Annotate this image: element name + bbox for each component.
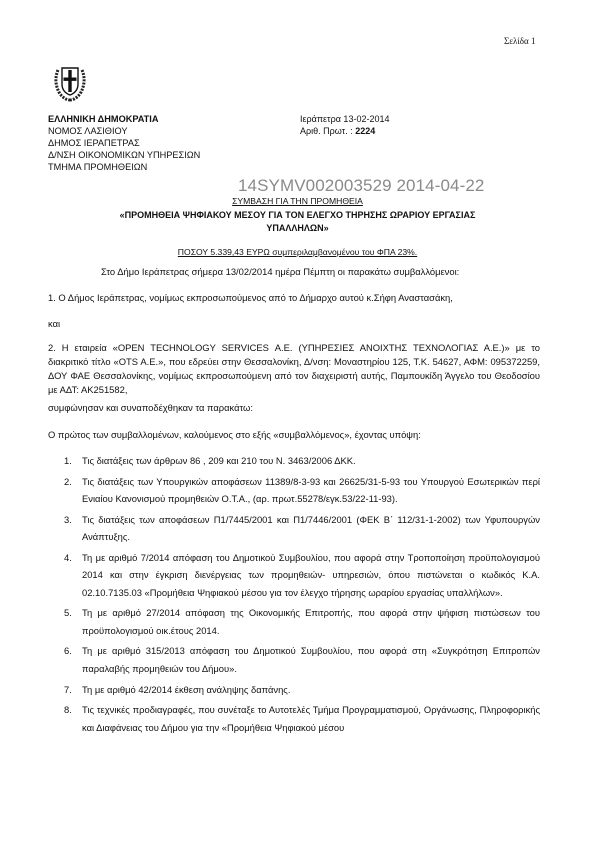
list-item-text: Τη με αριθμό 27/2014 απόφαση της Οικονομικής Επιτροπής, που αφορά στην ψήφιση πιστώσεων του προϋπολογισμού οικ.έτους 2014.: [82, 607, 540, 636]
protocol-number: 2224: [355, 126, 376, 136]
list-item-number: 7.: [64, 683, 72, 695]
list-item: [48, 473, 540, 508]
list-item-text: Τις διατάξεις των Υπουργικών αποφάσεων 11389/8-3-93 και 26625/31-5-93 του Υπουργού Εσωτερικών περί Ενιαίου Κανονισμού προμηθειών Ο.Τ.Α., (αρ. πρωτ.55278/εγκ.53/22-11-93).: [82, 475, 540, 505]
list-item-number: 2.: [64, 475, 72, 487]
contract-subject: [100, 209, 495, 235]
party-one: 1. Ο Δήμος Ιεράπετρας, νομίμως εκπροσωπούμενος από το Δήμαρχο αυτού κ.Σήφη Αναστασάκη,: [48, 292, 453, 303]
considerations-list: [48, 452, 540, 739]
list-item: [48, 604, 540, 639]
list-item-number: 3.: [64, 513, 72, 525]
contract-subject-text: «ΠΡΟΜΗΘΕΙΑ ΨΗΦΙΑΚΟΥ ΜΕΣΟΥ ΓΙΑ ΤΟΝ ΕΛΕΓΧΟ ΤΗΡΗΣΗΣ ΩΡΑΡΙΟΥ ΕΡΓΑΣΙΑΣ ΥΠΑΛΛΗΛΩΝ»: [119, 210, 476, 233]
list-item: [48, 701, 540, 736]
list-item-text: Τις τεχνικές προδιαγραφές, που συνέταξε το Αυτοτελές Τμήμα Προγραμματισμού, Οργάνωσης, Πληροφορικής και Διαφάνειας του Δήμου για την «Προμήθεια Ψηφιακού μέσου: [82, 704, 540, 733]
issuer-prefecture: ΝΟΜΟΣ ΛΑΣΙΘΙΟΥ: [48, 126, 128, 136]
issuer-country: ΕΛΛΗΝΙΚΗ ΔΗΜΟΚΡΑΤΙΑ: [48, 114, 159, 124]
list-item-number: 5.: [64, 607, 72, 619]
list-item-text: Τις διατάξεις των άρθρων 86 , 209 και 210 του Ν. 3463/2006 ΔΚΚ.: [82, 455, 356, 466]
greek-coat-of-arms-icon: [52, 60, 88, 102]
issuer-block: [48, 113, 200, 173]
list-item: [48, 642, 540, 677]
list-item-number: 6.: [64, 645, 72, 657]
list-item-number: 8.: [64, 704, 72, 716]
list-item-text: Τη με αριθμό 315/2013 απόφαση του Δημοτικού Συμβουλίου, που αφορά στη «Συγκρότηση Επιτροπών παραλαβής προμηθειών του Δήμου».: [82, 645, 540, 674]
list-item-text: Τις διατάξεις των αποφάσεων Π1/7445/2001 και Π1/7446/2001 (ΦΕΚ Β΄ 112/31-1-2002) των Υφυπουργών Ανάπτυξης.: [82, 513, 540, 543]
list-item-text: Τη με αριθμό 42/2014 έκθεση ανάληψης δαπάνης.: [82, 683, 291, 695]
party-two: 2. Η εταιρεία «OPEN TECHNOLOGY SERVICES Α.Ε. (ΥΠΗΡΕΣΙΕΣ ΑΝΟΙΧΤΗΣ ΤΕΧΝΟΛΟΓΙΑΣ Α.Ε.)» με το διακριτικό τίτλο «OTS A.E.», που εδρεύει στην Θεσσαλονίκη, Δ/νση: Μοναστηρίου 125, Τ.Κ. 54627, ΑΦΜ: 095372259, ΔΟΥ ΦΑΕ Θεσσαλονίκης, νομίμως εκπροσωπούμενη από τον διαχειριστή αυτής, Παμπουκίδη Άγγελο του Θεοδοσίου με ΑΔΤ: ΑΚ251582,: [48, 342, 540, 395]
and-word: και: [48, 318, 61, 329]
list-item: [48, 549, 540, 601]
issuer-department: ΤΜΗΜΑ ΠΡΟΜΗΘΕΙΩΝ: [48, 162, 148, 172]
issuer-directorate: Δ/ΝΣΗ ΟΙΚΟΝΟΜΙΚΩΝ ΥΠΗΡΕΣΙΩΝ: [48, 150, 201, 160]
contract-title: ΣΥΜΒΑΣΗ ΓΙΑ ΤΗΝ ΠΡΟΜΗΘΕΙΑ: [232, 196, 363, 206]
protocol-line: [300, 125, 389, 137]
list-item: [48, 511, 540, 546]
document-date: Ιεράπετρα 13-02-2014: [300, 114, 390, 124]
list-item: [48, 452, 540, 469]
page-number: Σελίδα 1: [504, 36, 536, 46]
intro-paragraph: Στο Δήμο Ιεράπετρας σήμερα 13/02/2014 ημέρα Πέμπτη οι παρακάτω συμβαλλόμενοι:: [101, 266, 460, 277]
registry-stamp: 14SYMV002003529 2014-04-22: [238, 176, 485, 195]
list-item: [48, 681, 540, 698]
considering-line: Ο πρώτος των συμβαλλομένων, καλούμενος στο εξής «συμβαλλόμενος», έχοντας υπόψη:: [48, 429, 421, 440]
list-item-text: Τη με αριθμό 7/2014 απόφαση του Δημοτικού Συμβουλίου, που αφορά στην Τροποποίηση προϋπολογισμού 2014 και στην έγκριση διενέργειας των προμηθειών- υπηρεσιών, όπου πιστώνεται ο κωδικός Κ.Α. 02.10.7135.03 «Προμήθεια Ψηφιακού μέσου για τον έλεγχο τήρησης ωραρίου εργασίας υπαλλήλων».: [82, 551, 540, 598]
document-meta: [300, 113, 389, 137]
list-item-number: 1.: [64, 455, 72, 466]
agreement-line: συμφώνησαν και συναποδέχθηκαν τα παρακάτω:: [48, 402, 253, 413]
list-item-number: 4.: [64, 551, 72, 563]
issuer-municipality: ΔΗΜΟΣ ΙΕΡΑΠΕΤΡΑΣ: [48, 138, 140, 148]
contract-price: ΠΟΣΟΥ 5.339,43 ΕΥΡΩ συμπεριλαμβανομένου του ΦΠΑ 23%.: [177, 247, 418, 257]
protocol-label: Αριθ. Πρωτ. :: [300, 126, 353, 136]
